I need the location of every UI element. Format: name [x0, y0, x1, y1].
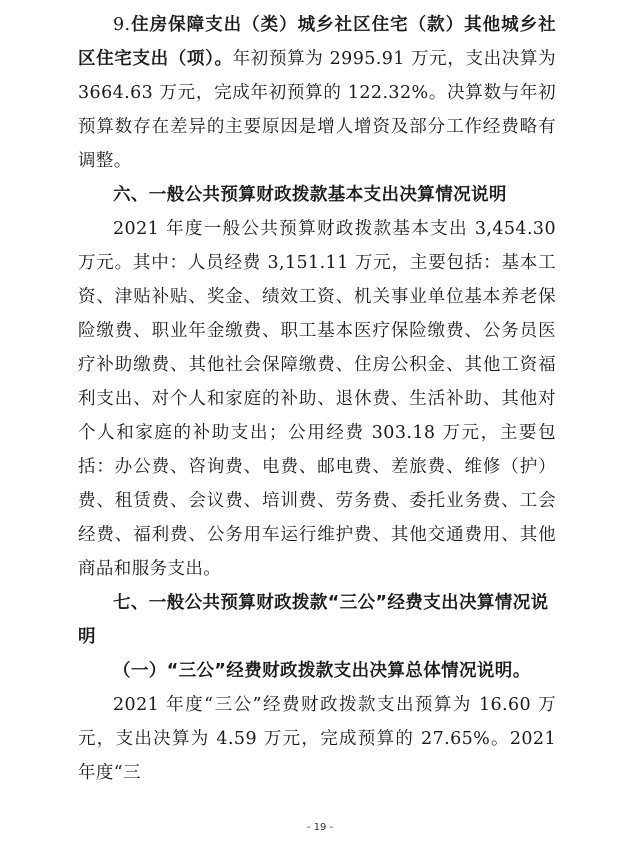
item9-lead: 9. [113, 15, 131, 35]
section7-body: 2021 年度“三公”经费财政拨款支出预算为 16.60 万元，支出决算为 4.59 万元，完成预算的 27.65%。2021 年度“三 [78, 695, 556, 783]
document-body [78, 8, 556, 790]
section6-heading: 六、一般公共预算财政拨款基本支出决算情况说明 [113, 185, 507, 205]
section7-heading: 七、一般公共预算财政拨款“三公”经费支出决算情况说明 [78, 593, 549, 647]
section7-subheading: （一）“三公”经费财政拨款支出决算总体情况说明。 [113, 661, 531, 681]
page-number: - 19 - [306, 822, 334, 833]
item9-text: 年初预算为 2995.91 万元，支出决算为 3664.63 万元，完成年初预算的 122.32%。决算数与年初预算数存在差异的主要原因是增人增资及部分工作经费略有调整。 [78, 49, 556, 171]
section6-body: 2021 年度一般公共预算财政拨款基本支出 3,454.30 万元。其中：人员经费 3,151.11 万元，主要包括：基本工资、津贴补贴、奖金、绩效工资、机关事业单位基本养老保险缴费、职业年金缴费、职工基本医疗保险缴费、公务员医疗补助缴费、其他社会保障缴费、住房公积金、其他工资福利支出、对个人和家庭的补助、退休费、生活补助、其他对个人和家庭的补助支出；公用经费 303.18 万元，主要包括：办公费、咨询费、电费、邮电费、差旅费、维修（护）费、租赁费、会议费、培训费、劳务费、委托业务费、工会经费、福利费、公务用车运行维护费、其他交通费用、其他商品和服务支出。 [78, 219, 556, 579]
item9-paragraph [78, 8, 556, 178]
item9-heading: 住房保障支出（类）城乡社区住宅（款）其他城乡社区住宅支出（项）。 [78, 15, 556, 69]
